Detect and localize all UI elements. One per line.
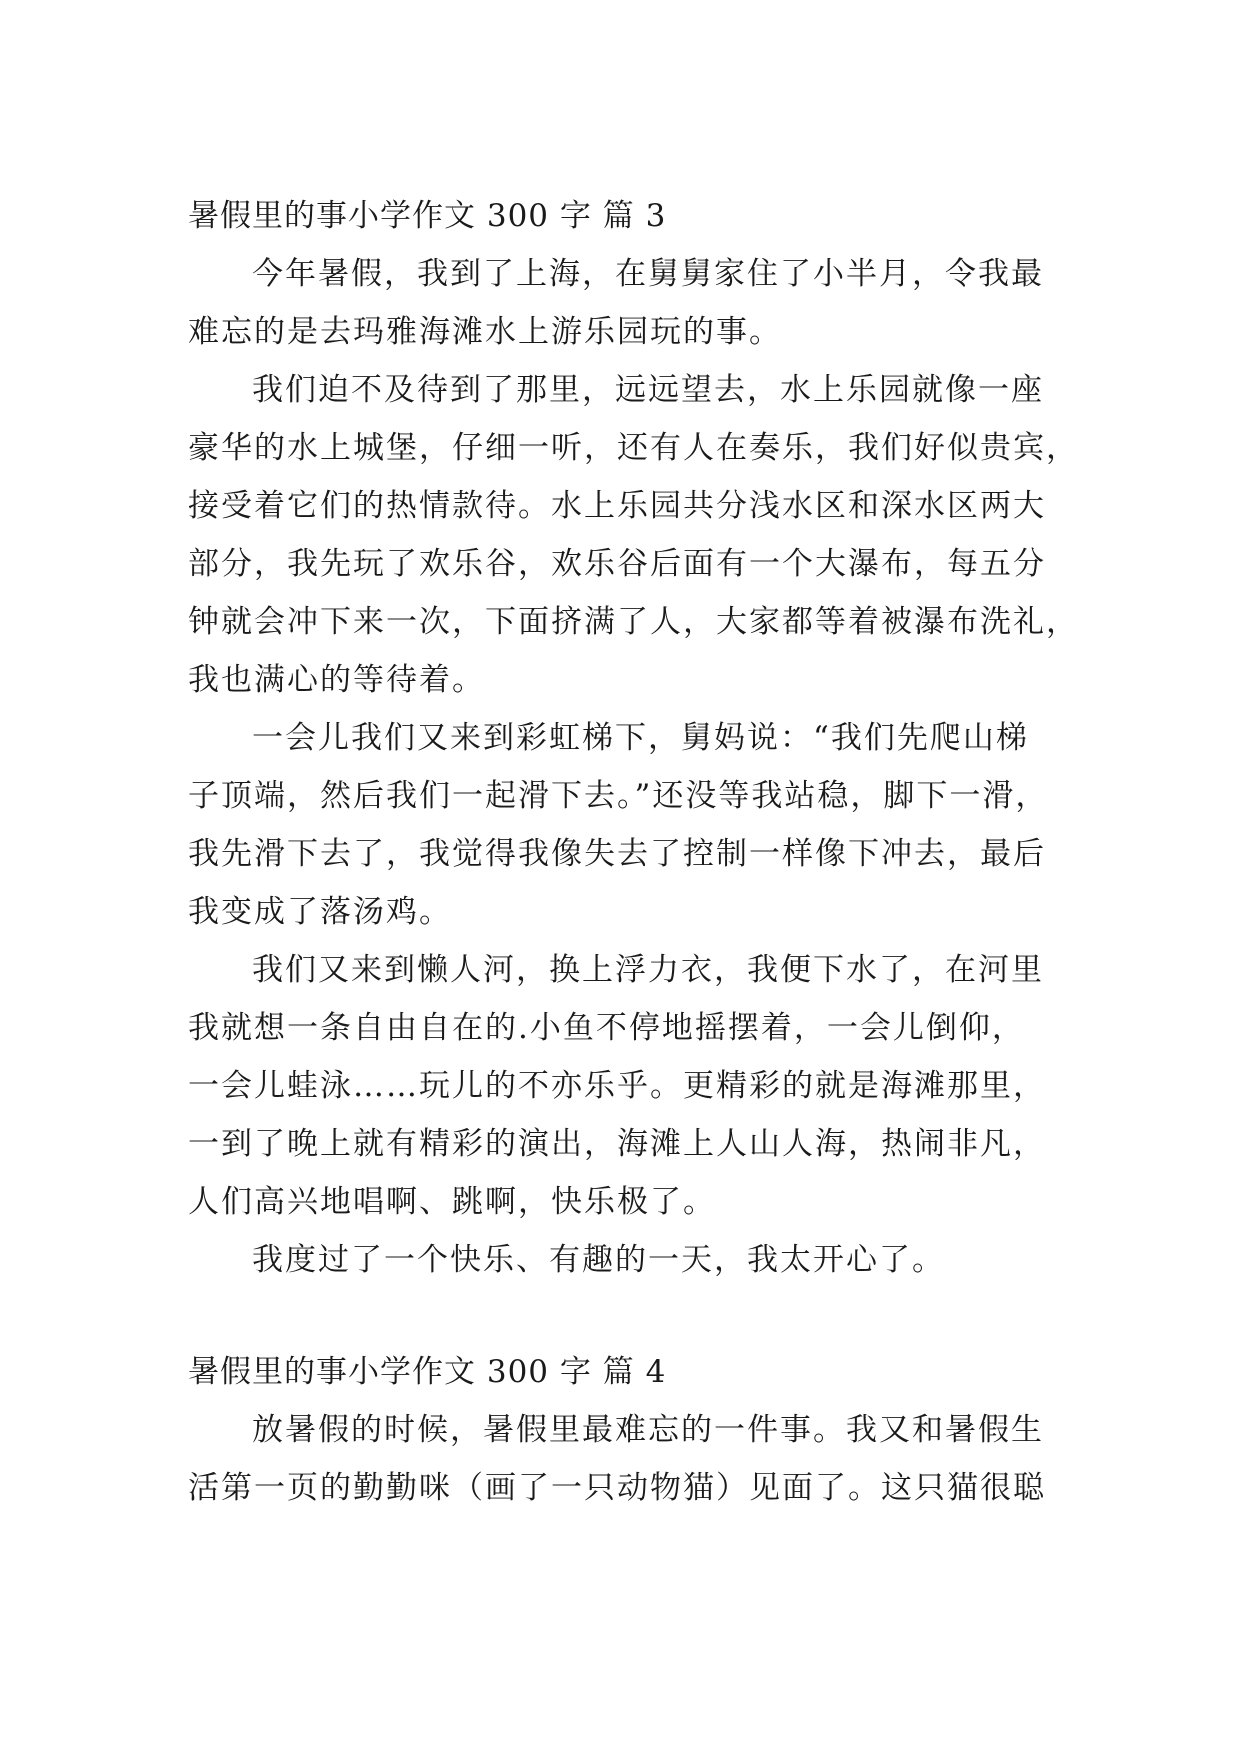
paragraph-line: 难忘的是去玛雅海滩水上游乐园玩的事。 (188, 314, 782, 350)
paragraph-line: 子顶端，然后我们一起滑下去。”还没等我站稳，脚下一滑， (188, 778, 1049, 814)
paragraph-line: 我变成了落汤鸡。 (188, 894, 452, 930)
paragraph-line: 我度过了一个快乐、有趣的一天，我太开心了。 (252, 1242, 945, 1278)
paragraph-line: 我们又来到懒人河，换上浮力衣，我便下水了，在河里 (252, 952, 1044, 988)
section-4-title: 暑假里的事小学作文 300 字 篇 4 (188, 1354, 667, 1390)
paragraph-line: 一到了晚上就有精彩的演出，海滩上人山人海，热闹非凡， (188, 1126, 1046, 1162)
paragraph-line: 一会儿蛙泳……玩儿的不亦乐乎。更精彩的就是海滩那里， (188, 1068, 1046, 1104)
paragraph-line: 放暑假的时候，暑假里最难忘的一件事。我又和暑假生 (252, 1412, 1044, 1448)
paragraph-line: 钟就会冲下来一次，下面挤满了人，大家都等着被瀑布洗礼， (188, 604, 1079, 640)
paragraph-line: 我们迫不及待到了那里，远远望去，水上乐园就像一座 (252, 372, 1044, 408)
paragraph-line: 我先滑下去了，我觉得我像失去了控制一样像下冲去，最后 (188, 836, 1046, 872)
paragraph-line: 部分，我先玩了欢乐谷，欢乐谷后面有一个大瀑布，每五分 (188, 546, 1046, 582)
paragraph-line: 我也满心的等待着。 (188, 662, 485, 698)
paragraph-line: 今年暑假，我到了上海，在舅舅家住了小半月，令我最 (252, 256, 1044, 292)
paragraph-line: 豪华的水上城堡，仔细一听，还有人在奏乐，我们好似贵宾， (188, 430, 1079, 466)
paragraph-line: 人们高兴地唱啊、跳啊，快乐极了。 (188, 1184, 716, 1220)
paragraph-line: 我就想一条自由自在的.小鱼不停地摇摆着，一会儿倒仰， (188, 1010, 1025, 1046)
paragraph-line: 接受着它们的热情款待。水上乐园共分浅水区和深水区两大 (188, 488, 1046, 524)
section-3-title: 暑假里的事小学作文 300 字 篇 3 (188, 198, 667, 234)
paragraph-line: 活第一页的勤勤咪（画了一只动物猫）见面了。这只猫很聪 (188, 1470, 1046, 1506)
paragraph-line: 一会儿我们又来到彩虹梯下，舅妈说：“我们先爬山梯 (252, 720, 1029, 756)
